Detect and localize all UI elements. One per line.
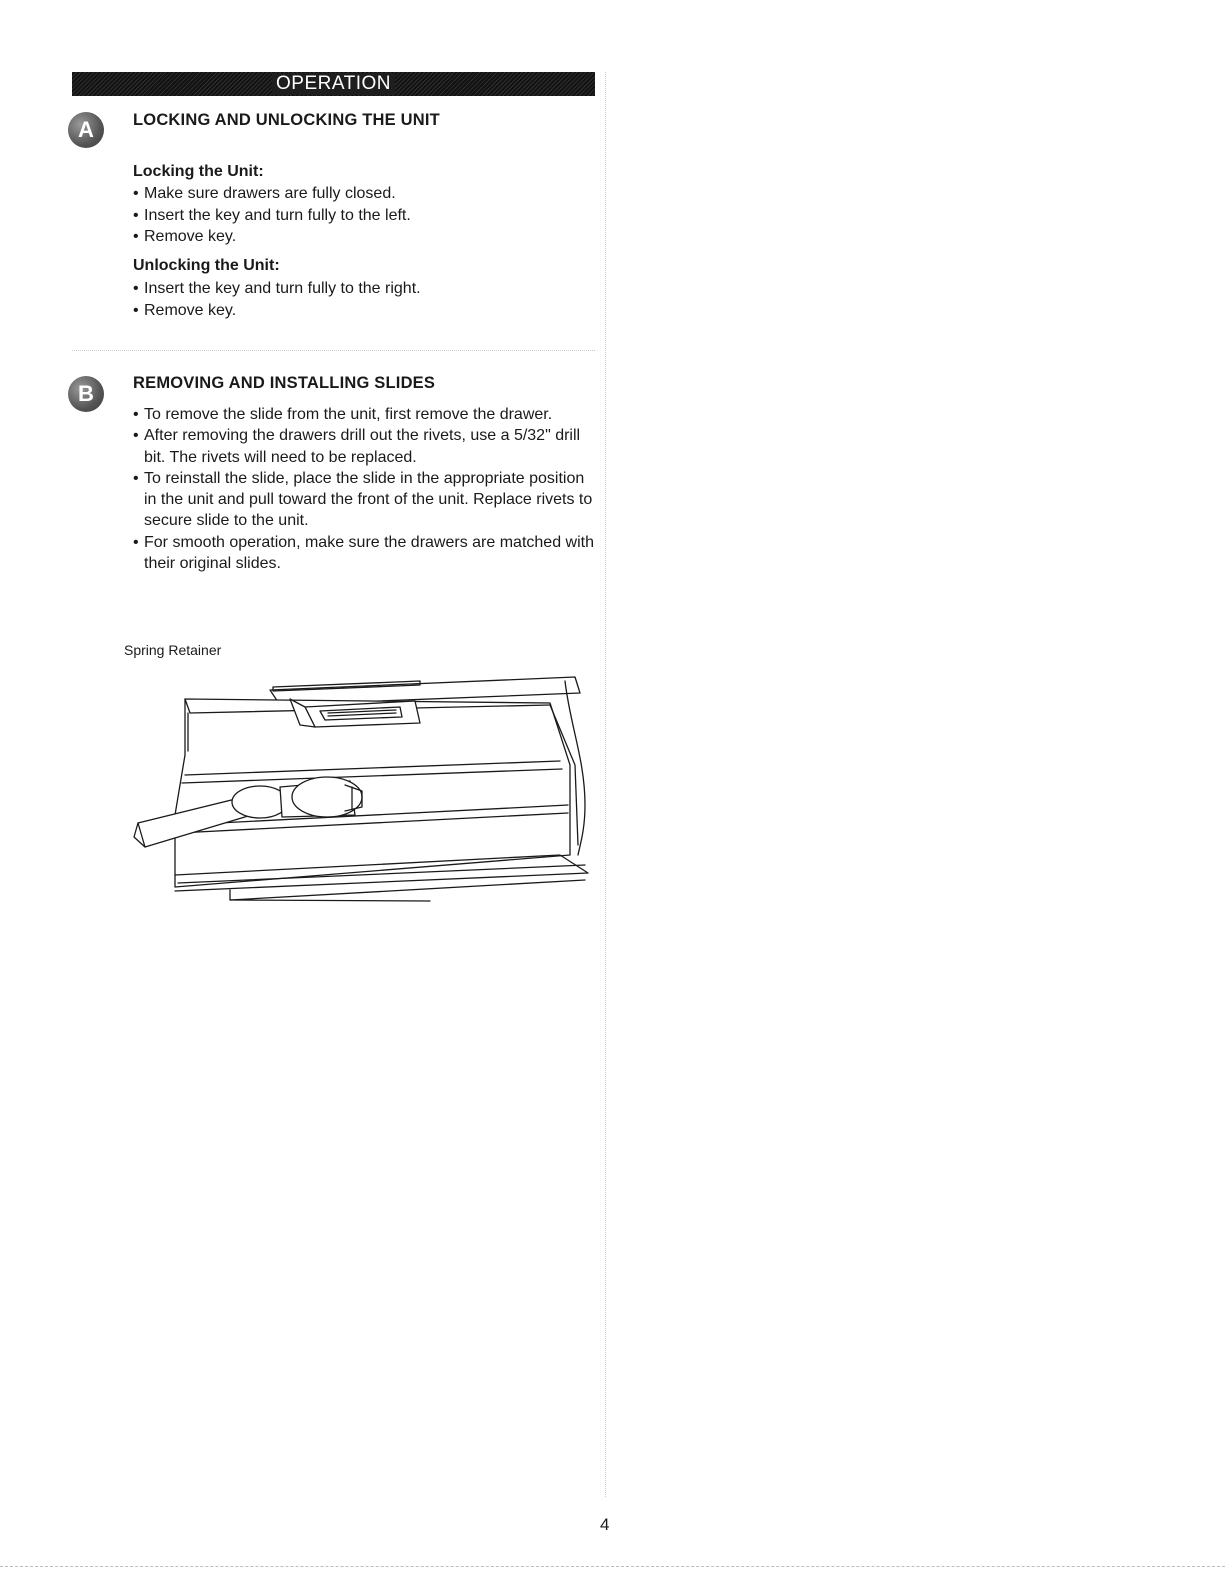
- list-item: • Make sure drawers are fully closed.: [133, 183, 411, 205]
- list-item: • For smooth operation, make sure the drawers are matched with their original slides.: [133, 532, 594, 575]
- section-b-badge: B: [68, 376, 104, 412]
- locking-subtitle: Locking the Unit:: [133, 163, 264, 180]
- section-a-title: LOCKING AND UNLOCKING THE UNIT: [133, 111, 440, 129]
- list-item: • Remove key.: [133, 226, 411, 248]
- page-number: 4: [600, 1515, 610, 1534]
- page-bottom-rule: [0, 1566, 1225, 1567]
- slide-diagram: [130, 665, 595, 910]
- section-a-badge: A: [68, 112, 104, 148]
- figure-caption: Spring Retainer: [124, 642, 222, 658]
- section-divider: [72, 350, 595, 351]
- unlocking-steps: [133, 278, 421, 321]
- list-item: • Remove key.: [133, 300, 421, 322]
- column-divider: [605, 72, 606, 1497]
- list-item: • Insert the key and turn fully to the right.: [133, 278, 421, 300]
- slide-steps: [133, 404, 594, 574]
- list-item: • After removing the drawers drill out the rivets, use a 5/32" drill bit. The rivets will need to be replaced.: [133, 425, 594, 468]
- list-item: • Insert the key and turn fully to the left.: [133, 205, 411, 227]
- unlocking-subtitle: Unlocking the Unit:: [133, 257, 280, 274]
- locking-steps: [133, 183, 411, 248]
- section-header-bar: [72, 72, 595, 96]
- section-b-title: REMOVING AND INSTALLING SLIDES: [133, 374, 436, 392]
- list-item: • To reinstall the slide, place the slide in the appropriate position in the unit and pull toward the front of the unit. Replace rivets to secure slide to the unit.: [133, 468, 594, 532]
- list-item: • To remove the slide from the unit, first remove the drawer.: [133, 404, 594, 425]
- page-section-title: OPERATION: [272, 73, 395, 95]
